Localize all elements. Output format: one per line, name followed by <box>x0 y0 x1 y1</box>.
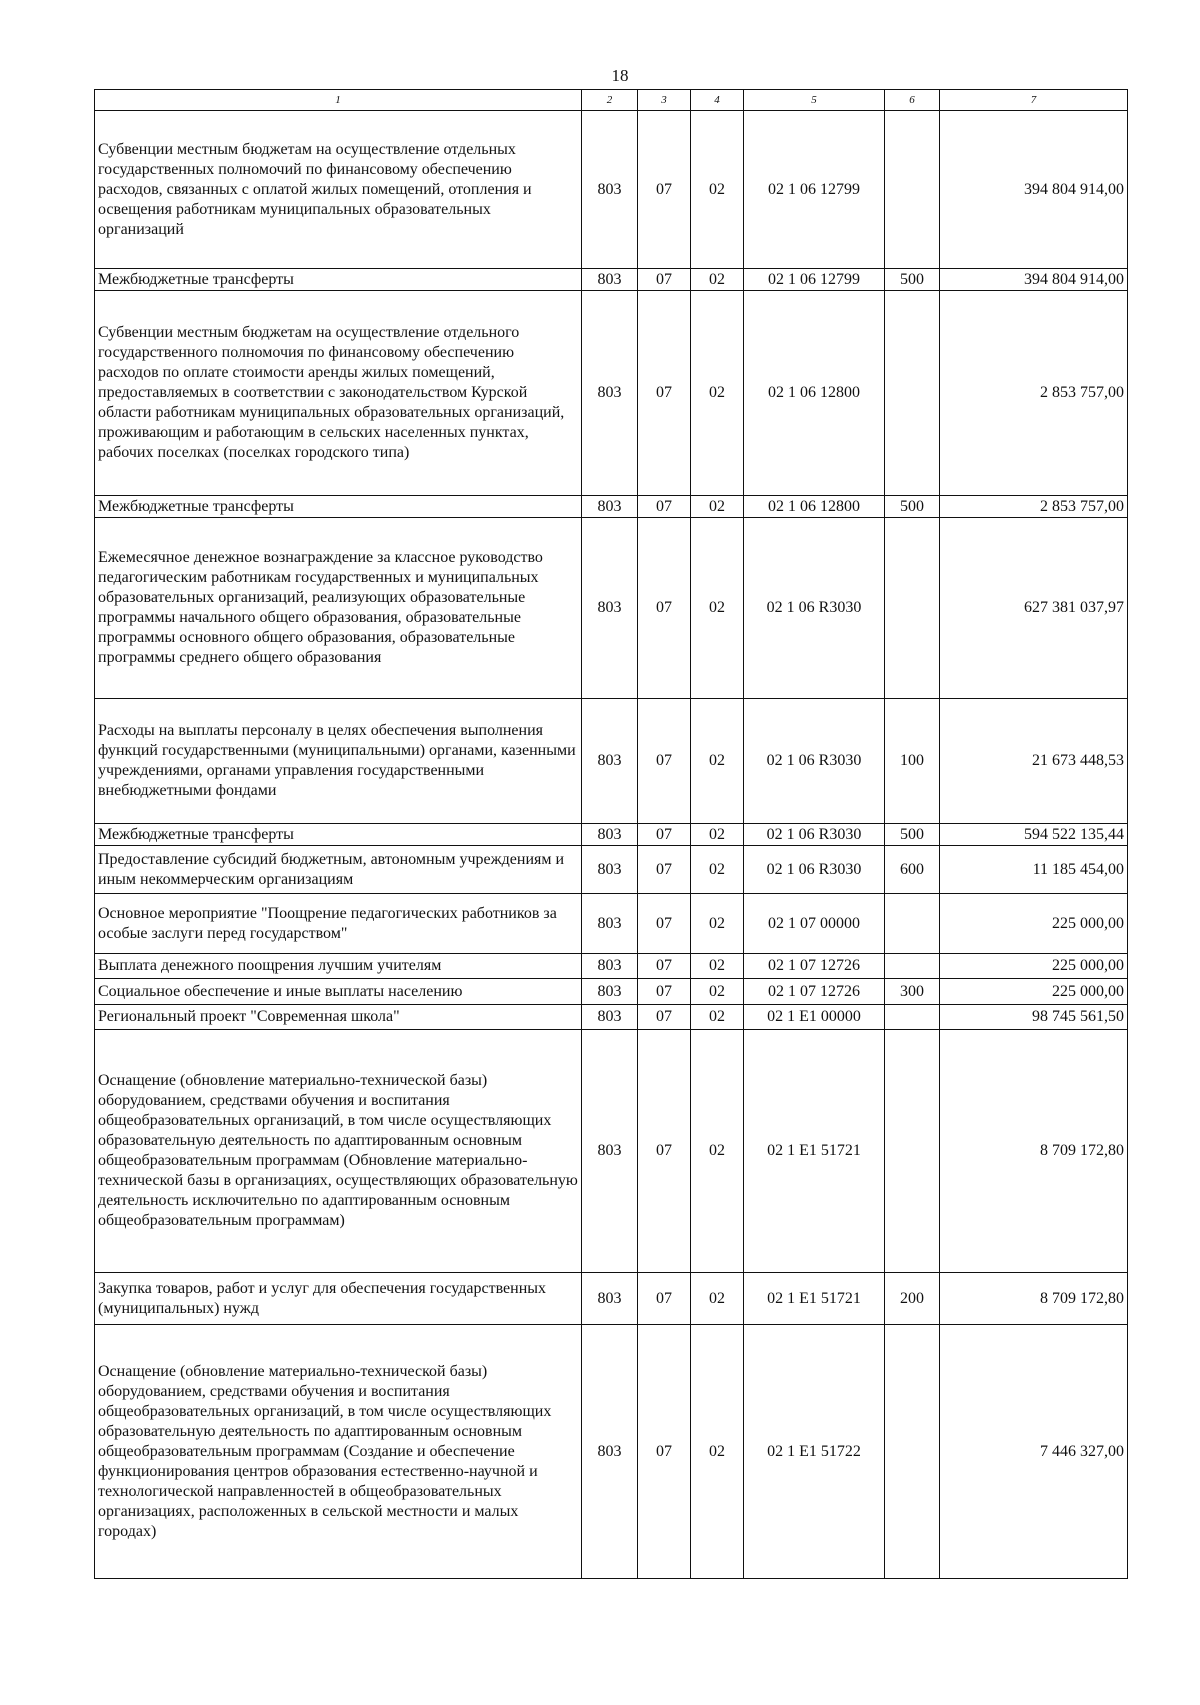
row-grbs: 803 <box>582 894 638 954</box>
row-amount: 7 446 327,00 <box>940 1325 1128 1579</box>
row-grbs: 803 <box>582 291 638 496</box>
row-expense-type: 500 <box>885 824 940 846</box>
row-subsection: 02 <box>691 1325 744 1579</box>
row-amount: 225 000,00 <box>940 954 1128 979</box>
row-target-code: 02 1 06 12800 <box>744 291 885 496</box>
row-subsection: 02 <box>691 518 744 699</box>
row-target-code: 02 1 07 00000 <box>744 894 885 954</box>
row-expense-type <box>885 111 940 269</box>
row-grbs: 803 <box>582 518 638 699</box>
column-header: 7 <box>940 90 1128 111</box>
budget-table <box>94 89 1128 1579</box>
row-grbs: 803 <box>582 1273 638 1325</box>
row-name: Расходы на выплаты персоналу в целях обеспечения выполнения функций государственными (муниципальными) органами, казенными учреждениями, органами управления государственными внебюджетными фондами <box>95 699 582 824</box>
row-expense-type: 500 <box>885 496 940 518</box>
row-section: 07 <box>638 111 691 269</box>
table-row <box>95 846 1128 894</box>
row-name: Закупка товаров, работ и услуг для обеспечения государственных (муниципальных) нужд <box>95 1273 582 1325</box>
row-expense-type <box>885 518 940 699</box>
row-name: Основное мероприятие "Поощрение педагогических работников за особые заслуги перед государством" <box>95 894 582 954</box>
row-grbs: 803 <box>582 1325 638 1579</box>
row-expense-type <box>885 1030 940 1273</box>
row-target-code: 02 1 E1 51721 <box>744 1030 885 1273</box>
row-target-code: 02 1 06 R3030 <box>744 846 885 894</box>
column-header: 3 <box>638 90 691 111</box>
row-name: Оснащение (обновление материально-технической базы) оборудованием, средствами обучения и воспитания общеобразовательных организаций, в том числе осуществляющих образовательную деятельность по адаптированным основным общеобразовательным программам (Обновление материально-технической базы в организациях, осуществляющих образовательную деятельность исключительно по адаптированным основным общеобразовательным программам) <box>95 1030 582 1273</box>
row-section: 07 <box>638 824 691 846</box>
table-row <box>95 1030 1128 1273</box>
row-amount: 8 709 172,80 <box>940 1273 1128 1325</box>
row-amount: 594 522 135,44 <box>940 824 1128 846</box>
row-section: 07 <box>638 894 691 954</box>
row-target-code: 02 1 07 12726 <box>744 979 885 1005</box>
row-grbs: 803 <box>582 496 638 518</box>
row-subsection: 02 <box>691 1030 744 1273</box>
table-row <box>95 1005 1128 1030</box>
row-amount: 2 853 757,00 <box>940 496 1128 518</box>
row-expense-type: 500 <box>885 269 940 291</box>
row-section: 07 <box>638 1273 691 1325</box>
row-subsection: 02 <box>691 496 744 518</box>
row-target-code: 02 1 06 12800 <box>744 496 885 518</box>
row-grbs: 803 <box>582 111 638 269</box>
row-grbs: 803 <box>582 846 638 894</box>
row-expense-type <box>885 1325 940 1579</box>
row-section: 07 <box>638 699 691 824</box>
row-subsection: 02 <box>691 846 744 894</box>
row-subsection: 02 <box>691 111 744 269</box>
row-section: 07 <box>638 1005 691 1030</box>
row-amount: 98 745 561,50 <box>940 1005 1128 1030</box>
row-name: Предоставление субсидий бюджетным, автономным учреждениям и иным некоммерческим организациям <box>95 846 582 894</box>
row-section: 07 <box>638 846 691 894</box>
row-target-code: 02 1 06 R3030 <box>744 699 885 824</box>
row-section: 07 <box>638 1030 691 1273</box>
row-subsection: 02 <box>691 1005 744 1030</box>
row-section: 07 <box>638 1325 691 1579</box>
row-amount: 394 804 914,00 <box>940 111 1128 269</box>
table-row <box>95 979 1128 1005</box>
row-subsection: 02 <box>691 824 744 846</box>
row-target-code: 02 1 06 R3030 <box>744 518 885 699</box>
row-section: 07 <box>638 518 691 699</box>
column-header: 5 <box>744 90 885 111</box>
row-expense-type <box>885 894 940 954</box>
row-grbs: 803 <box>582 269 638 291</box>
table-row <box>95 1273 1128 1325</box>
row-amount: 2 853 757,00 <box>940 291 1128 496</box>
row-name: Выплата денежного поощрения лучшим учителям <box>95 954 582 979</box>
row-section: 07 <box>638 954 691 979</box>
row-subsection: 02 <box>691 699 744 824</box>
row-expense-type <box>885 291 940 496</box>
row-expense-type <box>885 1005 940 1030</box>
table-row <box>95 894 1128 954</box>
row-name: Межбюджетные трансферты <box>95 824 582 846</box>
table-row <box>95 111 1128 269</box>
row-name: Межбюджетные трансферты <box>95 269 582 291</box>
row-amount: 8 709 172,80 <box>940 1030 1128 1273</box>
row-section: 07 <box>638 269 691 291</box>
page-number: 18 <box>611 66 629 85</box>
row-expense-type <box>885 954 940 979</box>
table-row <box>95 269 1128 291</box>
row-subsection: 02 <box>691 979 744 1005</box>
row-name: Оснащение (обновление материально-технической базы) оборудованием, средствами обучения и воспитания общеобразовательных организаций, в том числе осуществляющих образовательную деятельность по адаптированным основным общеобразовательным программам (Создание и обеспечение функционирования центров образования естественно-научной и технологической направленностей в общеобразовательных организациях, расположенных в сельской местности и малых городах) <box>95 1325 582 1579</box>
row-name: Субвенции местным бюджетам на осуществление отдельного государственного полномочия по финансовому обеспечению расходов по оплате стоимости аренды жилых помещений, предоставляемых в соответствии с законодательством Курской области работникам муниципальных образовательных организаций, проживающим и работающим в сельских населенных пунктах, рабочих поселках (поселках городского типа) <box>95 291 582 496</box>
table-row <box>95 699 1128 824</box>
row-target-code: 02 1 06 12799 <box>744 269 885 291</box>
row-target-code: 02 1 06 R3030 <box>744 824 885 846</box>
row-subsection: 02 <box>691 1273 744 1325</box>
row-amount: 225 000,00 <box>940 979 1128 1005</box>
row-amount: 21 673 448,53 <box>940 699 1128 824</box>
row-subsection: 02 <box>691 894 744 954</box>
table-row <box>95 291 1128 496</box>
row-section: 07 <box>638 291 691 496</box>
row-target-code: 02 1 E1 51721 <box>744 1273 885 1325</box>
row-name: Ежемесячное денежное вознаграждение за классное руководство педагогическим работникам государственных и муниципальных образовательных организаций, реализующих образовательные программы начального общего образования, образовательные программы основного общего образования, образовательные программы среднего общего образования <box>95 518 582 699</box>
row-grbs: 803 <box>582 1030 638 1273</box>
row-subsection: 02 <box>691 954 744 979</box>
table-row <box>95 954 1128 979</box>
row-name: Субвенции местным бюджетам на осуществление отдельных государственных полномочий по финансовому обеспечению расходов, связанных с оплатой жилых помещений, отопления и освещения работникам муниципальных образовательных организаций <box>95 111 582 269</box>
table-row <box>95 518 1128 699</box>
row-expense-type: 200 <box>885 1273 940 1325</box>
row-expense-type: 100 <box>885 699 940 824</box>
row-grbs: 803 <box>582 1005 638 1030</box>
row-grbs: 803 <box>582 954 638 979</box>
row-name: Межбюджетные трансферты <box>95 496 582 518</box>
row-amount: 11 185 454,00 <box>940 846 1128 894</box>
row-grbs: 803 <box>582 979 638 1005</box>
table-row <box>95 496 1128 518</box>
row-name: Региональный проект "Современная школа" <box>95 1005 582 1030</box>
column-header: 4 <box>691 90 744 111</box>
row-expense-type: 600 <box>885 846 940 894</box>
table-row <box>95 1325 1128 1579</box>
row-target-code: 02 1 E1 51722 <box>744 1325 885 1579</box>
column-number-row <box>95 90 1128 111</box>
column-header: 1 <box>95 90 582 111</box>
row-grbs: 803 <box>582 824 638 846</box>
row-section: 07 <box>638 979 691 1005</box>
row-name: Социальное обеспечение и иные выплаты населению <box>95 979 582 1005</box>
row-amount: 225 000,00 <box>940 894 1128 954</box>
column-header: 6 <box>885 90 940 111</box>
row-subsection: 02 <box>691 269 744 291</box>
row-target-code: 02 1 07 12726 <box>744 954 885 979</box>
table-row <box>95 824 1128 846</box>
row-subsection: 02 <box>691 291 744 496</box>
row-grbs: 803 <box>582 699 638 824</box>
row-target-code: 02 1 E1 00000 <box>744 1005 885 1030</box>
row-amount: 627 381 037,97 <box>940 518 1128 699</box>
row-target-code: 02 1 06 12799 <box>744 111 885 269</box>
column-header: 2 <box>582 90 638 111</box>
row-expense-type: 300 <box>885 979 940 1005</box>
row-section: 07 <box>638 496 691 518</box>
row-amount: 394 804 914,00 <box>940 269 1128 291</box>
